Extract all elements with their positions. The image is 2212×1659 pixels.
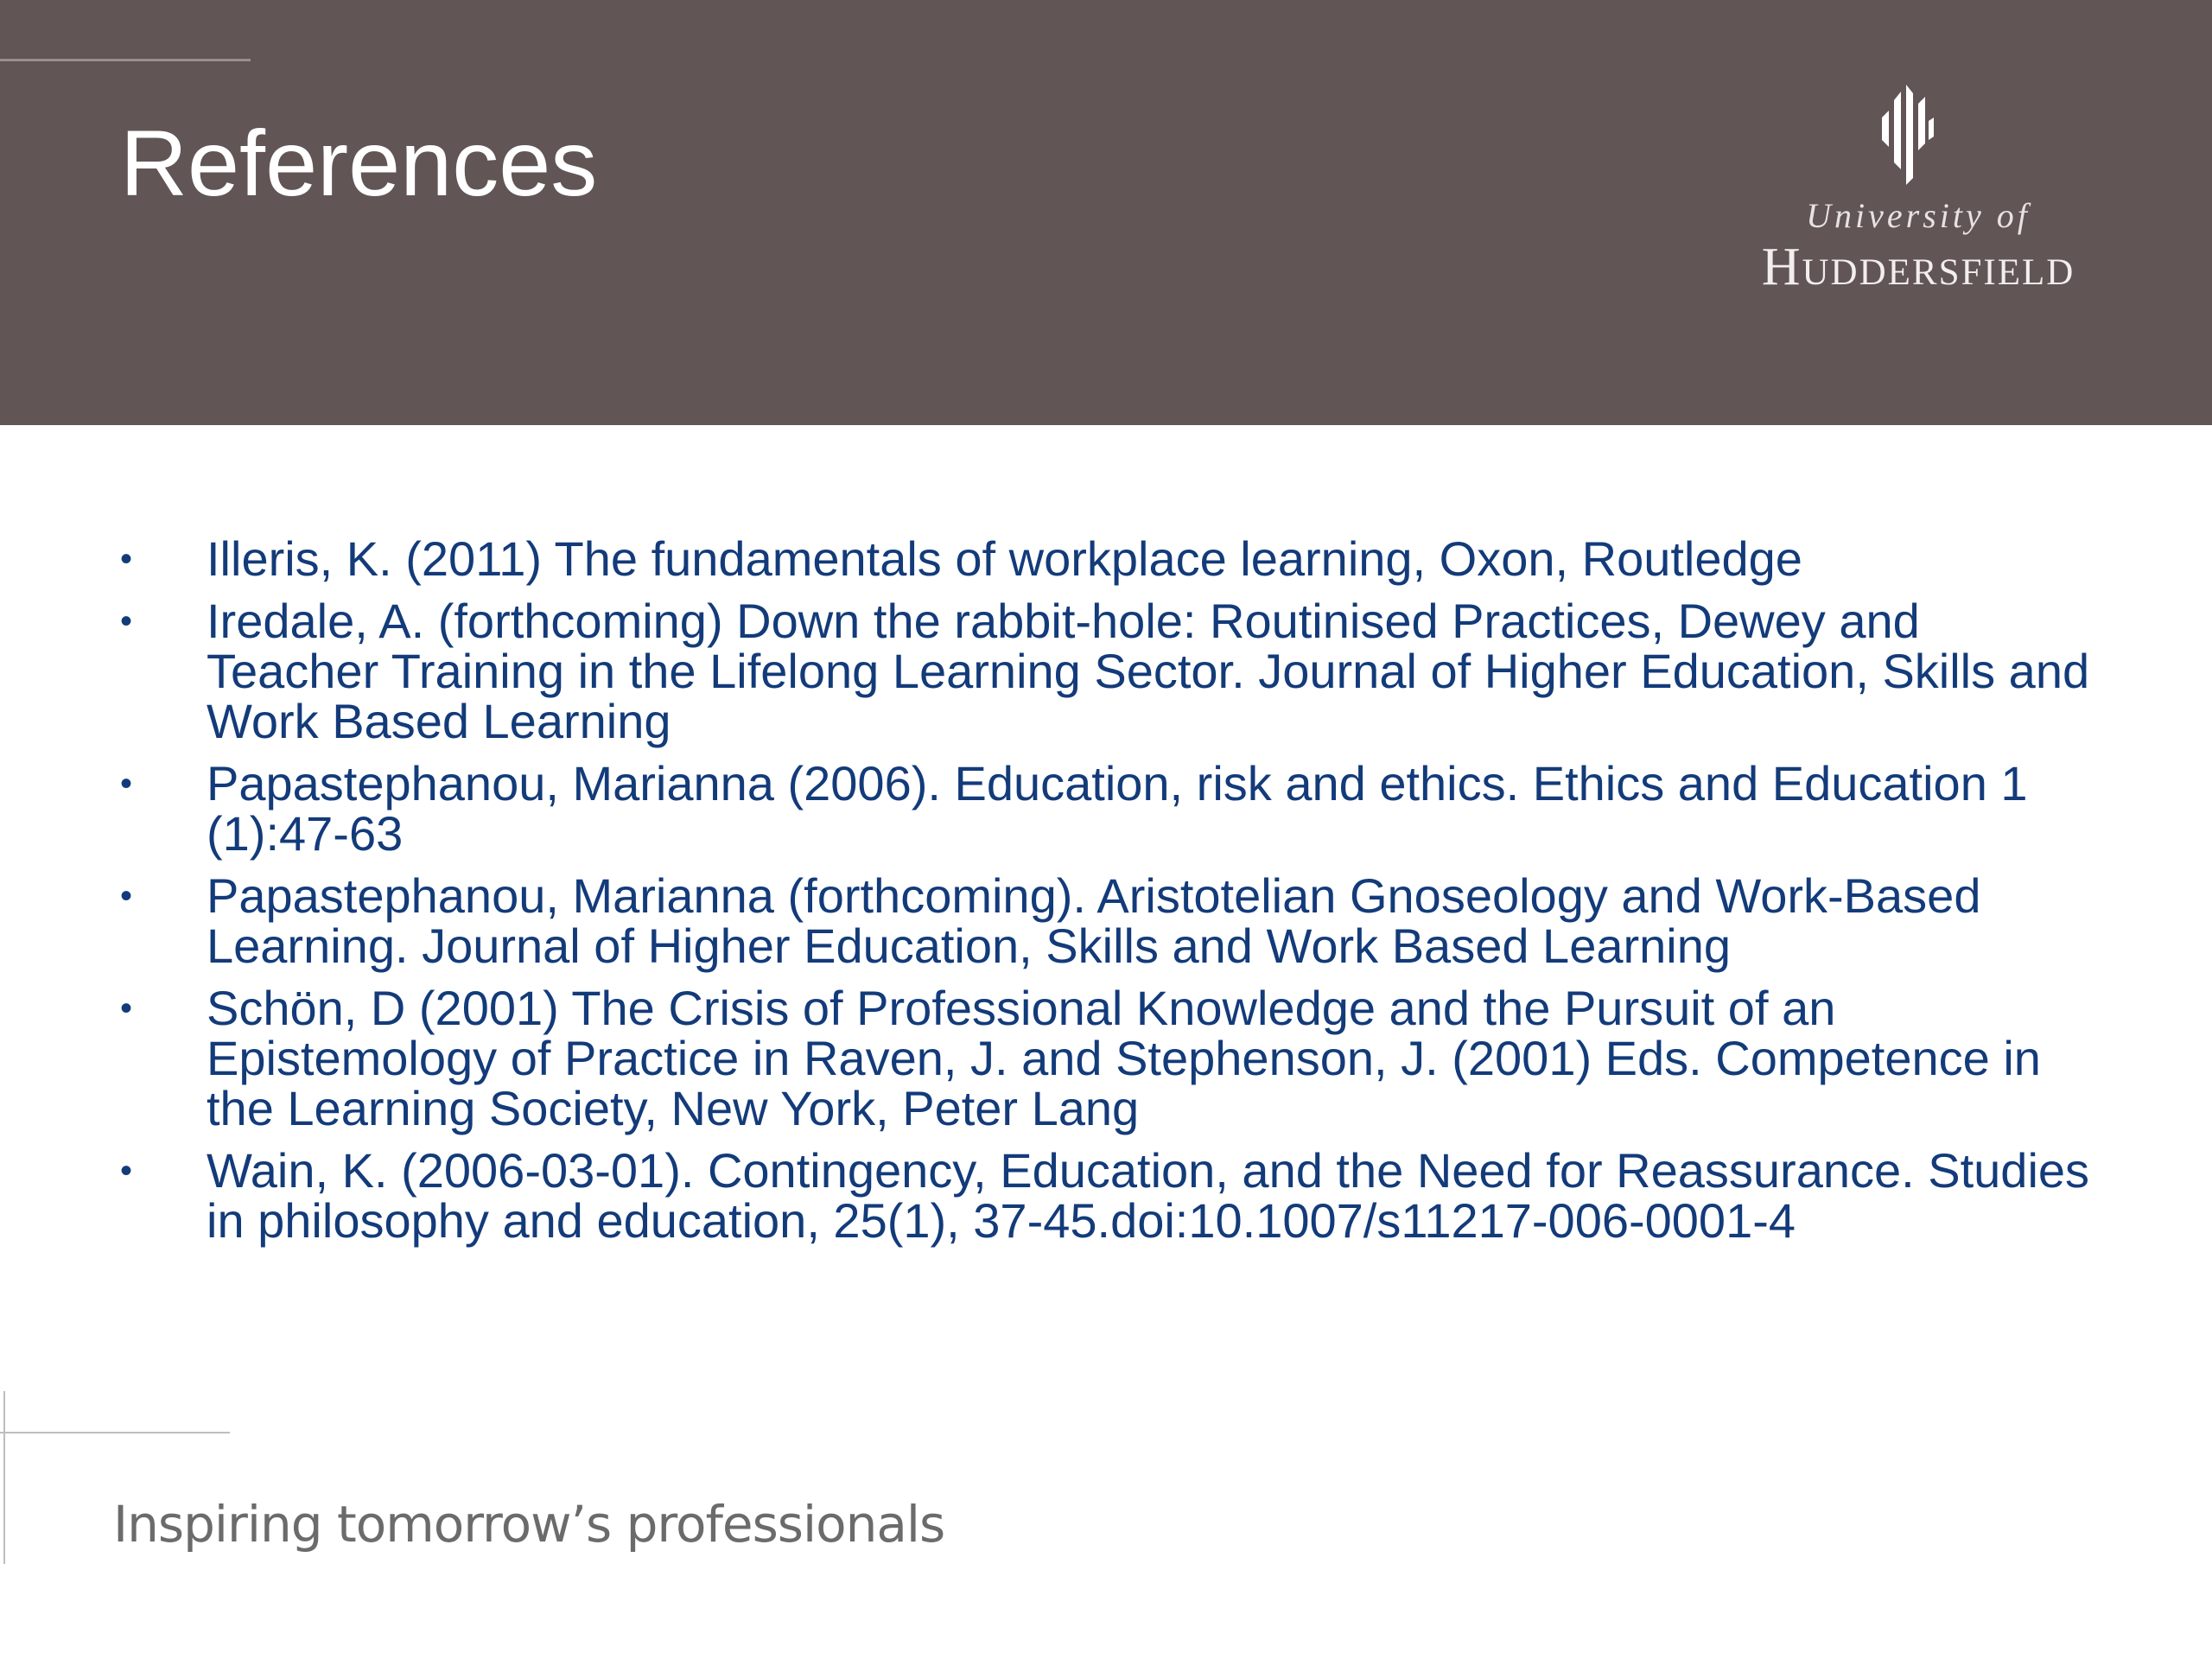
bullet-icon: • — [120, 1152, 133, 1190]
reference-item — [120, 1143, 2090, 1248]
reference-item — [120, 756, 2090, 861]
reference-text: Illeris, K. (2011) The fundamentals of workplace learning, Oxon, Routledge — [207, 531, 1802, 586]
bullet-icon: • — [120, 877, 133, 915]
header-divider — [0, 59, 251, 61]
footer-horizontal-rule — [0, 1432, 230, 1433]
bullet-icon: • — [120, 540, 133, 578]
bullet-icon: • — [120, 765, 133, 803]
reference-item — [120, 531, 2090, 586]
university-crest-icon — [1875, 83, 1944, 187]
logo-text-huddersfield: Huddersfield — [1761, 238, 2075, 296]
bullet-icon: • — [120, 602, 133, 640]
reference-item — [120, 983, 2090, 1134]
reference-text: Papastephanou, Marianna (forthcoming). Aristotelian Gnoseology and Work-Based Learning. Journal of Higher Education, Skills and Work Based Learning — [207, 868, 1981, 973]
footer-tagline: Inspiring tomorrow’s professionals — [113, 1495, 945, 1554]
reference-text: Iredale, A. (forthcoming) Down the rabbit-hole: Routinised Practices, Dewey and Teacher Training in the Lifelong Learning Sector. Journal of Higher Education, Skills and Work Based Learning — [207, 594, 2090, 748]
reference-text: Papastephanou, Marianna (2006). Education, risk and ethics. Ethics and Education 1 (1):47-63 — [207, 756, 2028, 861]
footer-vertical-rule — [3, 1391, 5, 1564]
bullet-icon: • — [120, 989, 133, 1027]
slide-title: References — [120, 111, 598, 215]
reference-item — [120, 868, 2090, 973]
logo-text-university-of: University of — [1806, 196, 2031, 235]
reference-list — [120, 531, 2090, 1258]
reference-item — [120, 596, 2090, 747]
reference-text: Schön, D (2001) The Crisis of Professional Knowledge and the Pursuit of an Epistemology of Practice in Raven, J. and Stephenson, J. (2001) Eds. Competence in the Learning Society, New York, Peter Lang — [207, 981, 2041, 1135]
university-logo — [1719, 83, 2117, 299]
reference-text: Wain, K. (2006-03-01). Contingency, Education, and the Need for Reassurance. Studies in philosophy and education, 25(1), 37-45.doi:10.1007/s11217-006-0001-4 — [207, 1143, 2090, 1248]
